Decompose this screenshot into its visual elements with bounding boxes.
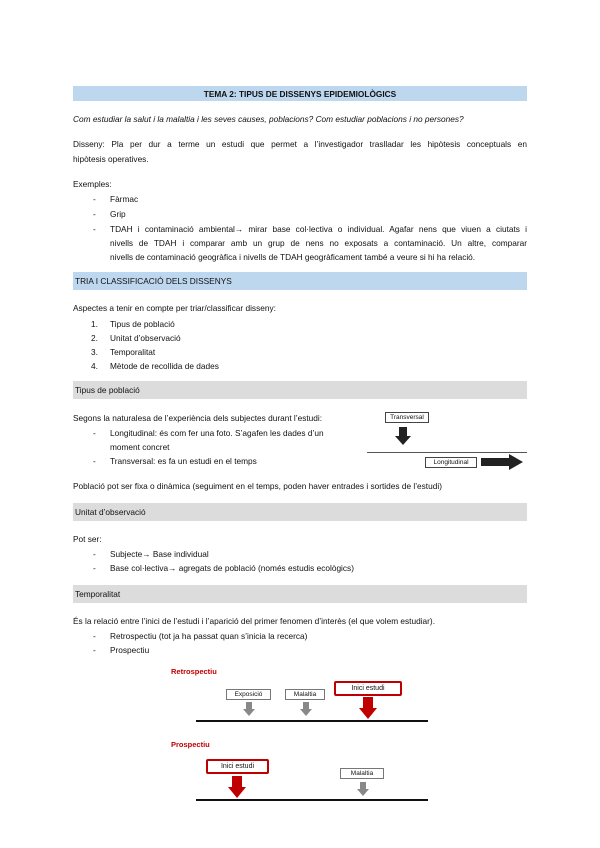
aspects-intro: Aspectes a tenir en compte per triar/classificar disseny: <box>73 303 276 313</box>
unitat-intro: Pot ser: <box>73 534 102 544</box>
transversal-box: Transversal <box>385 412 429 423</box>
longitudinal-right-arrow-icon <box>481 454 523 470</box>
retrospectiu-timeline <box>196 720 428 722</box>
disseny-definition-line1: Disseny: Pla per dur a terme un estudi que permet a l’investigador traslladar les hipòtesis conceptuals en <box>73 139 527 149</box>
disseny-definition-line2: hipòtesis operatives. <box>73 154 149 164</box>
section-header-tria: TRIA I CLASSIFICACIÓ DELS DISSENYS <box>73 272 527 290</box>
aspect-item: 3. Temporalitat <box>91 347 156 357</box>
transversal-down-arrow-icon <box>395 427 411 445</box>
poblacio-intro: Segons la naturalesa de l’experiència dels subjectes durant l’estudi: <box>73 413 323 423</box>
bullet-dash: - <box>93 194 96 204</box>
malaltia-down-arrow-icon <box>300 702 312 716</box>
bullet-dash: - <box>93 563 96 573</box>
section-header-unitat-observacio: Unitat d’observació <box>73 503 527 521</box>
diagram-divider <box>367 452 527 453</box>
inici-estudi-prospectiu-down-arrow-icon <box>228 776 246 798</box>
inici-estudi-box-prospectiu: Inici estudi <box>206 759 269 774</box>
exposicio-down-arrow-icon <box>243 702 255 716</box>
inici-estudi-box: Inici estudi <box>334 681 402 696</box>
intro-question: Com estudiar la salut i la malaltia i les seves causes, poblacions? Com estudiar poblacions i no persones? <box>73 114 464 124</box>
retrospectiu-label: Retrospectiu <box>171 667 217 676</box>
longitudinal-box: Longitudinal <box>425 457 477 468</box>
bullet-dash: - <box>93 645 96 655</box>
malaltia-box-prospectiu: Malaltia <box>340 768 384 779</box>
bullet-dash: - <box>93 631 96 641</box>
prospectiu-timeline <box>196 799 428 801</box>
inici-estudi-down-arrow-icon <box>359 697 377 719</box>
prospectiu-label: Prospectiu <box>171 740 210 749</box>
temporalitat-intro: És la relació entre l’inici de l’estudi i l’aparició del primer fenomen d’interès (el que volem estudiar). <box>73 616 436 626</box>
bullet-dash: - <box>93 456 96 466</box>
bullet-dash: - <box>93 549 96 559</box>
document-title: TEMA 2: TIPUS DE DISSENYS EPIDEMIOLÒGICS <box>73 86 527 101</box>
bullet-dash: - <box>93 224 96 234</box>
section-header-temporalitat: Temporalitat <box>73 585 527 603</box>
examples-heading: Exemples: <box>73 179 112 189</box>
section-header-tipus-poblacio: Tipus de població <box>73 381 527 399</box>
poblacio-note: Població pot ser fixa o dinàmica (seguiment en el temps, poden haver entrades i sortides de l’estudi) <box>73 481 442 491</box>
malaltia-prospectiu-down-arrow-icon <box>357 782 369 796</box>
bullet-dash: - <box>93 428 96 438</box>
aspect-item: 4. Mètode de recollida de dades <box>91 361 219 371</box>
exposicio-box: Exposició <box>226 689 271 700</box>
malaltia-box: Malaltia <box>285 689 325 700</box>
aspect-item: 1. Tipus de població <box>91 319 175 329</box>
aspect-item: 2. Unitat d’observació <box>91 333 181 343</box>
bullet-dash: - <box>93 209 96 219</box>
